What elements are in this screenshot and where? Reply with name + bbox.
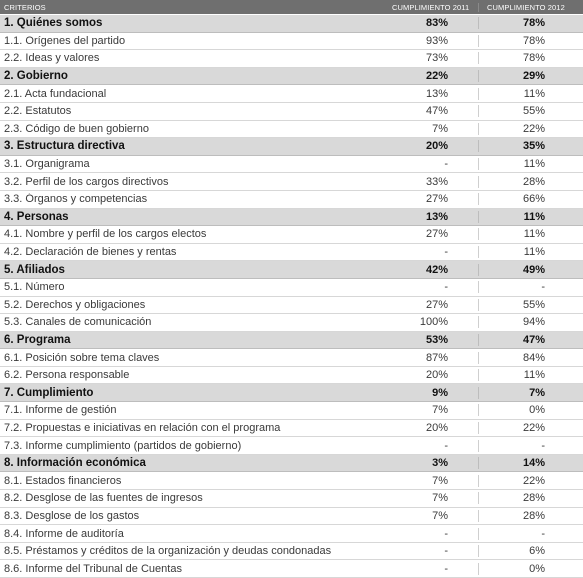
cumplimiento-2011-value: 13%: [425, 87, 448, 100]
cumplimiento-2011-value: 93%: [425, 34, 448, 47]
cumplimiento-2012-value: 35%: [478, 140, 583, 152]
table-row: [0, 33, 583, 51]
criterion-label: 2.1. Acta fundacional: [4, 87, 107, 100]
cumplimiento-2012-value: 29%: [478, 70, 583, 82]
criterion-label: 5.3. Canales de comunicación: [4, 316, 152, 329]
cumplimiento-2011-value: 42%: [425, 263, 448, 276]
section-label: 7. Cumplimiento: [4, 386, 94, 399]
criterion-label: 8.6. Informe del Tribunal de Cuentas: [4, 562, 182, 575]
cumplimiento-2011-value: 27%: [425, 298, 448, 311]
section-label: 6. Programa: [4, 333, 71, 346]
section-label: 2. Gobierno: [4, 70, 68, 83]
table-row: [0, 226, 583, 244]
criterion-label: 2.2. Estatutos: [4, 105, 72, 118]
table-row: [0, 367, 583, 385]
table-row: [0, 508, 583, 526]
cumplimiento-2012-value: -: [478, 528, 583, 540]
criterion-label: 3.3. Órganos y competencias: [4, 193, 148, 206]
cumplimiento-2012-value: 55%: [478, 105, 583, 117]
header-cumplimiento-2011: CUMPLIMIENTO 2011: [392, 2, 470, 12]
table-row: [0, 349, 583, 367]
cumplimiento-2012-value: 78%: [478, 52, 583, 64]
cumplimiento-2012-value: 28%: [478, 492, 583, 504]
table-row: [0, 103, 583, 121]
criterion-label: 8.5. Préstamos y créditos de la organización y deudas condonadas: [4, 545, 332, 558]
cumplimiento-2011-value: 3%: [432, 457, 448, 470]
criterion-label: 2.2. Ideas y valores: [4, 52, 100, 65]
table-row: [0, 437, 583, 455]
criterion-label: 6.2. Persona responsable: [4, 369, 130, 382]
criterion-label: 8.1. Estados financieros: [4, 474, 122, 487]
cumplimiento-2011-value: 73%: [425, 52, 448, 65]
cumplimiento-2011-value: -: [444, 246, 448, 259]
section-row: [0, 261, 583, 279]
cumplimiento-2012-value: 78%: [478, 35, 583, 47]
criterion-label: 8.2. Desglose de las fuentes de ingresos: [4, 492, 203, 505]
cumplimiento-2012-value: 0%: [478, 563, 583, 575]
cumplimiento-2011-value: -: [444, 439, 448, 452]
cumplimiento-2011-value: 87%: [425, 351, 448, 364]
cumplimiento-2012-value: 94%: [478, 316, 583, 328]
section-row: [0, 68, 583, 86]
cumplimiento-2011-value: 27%: [425, 193, 448, 206]
section-label: 8. Información económica: [4, 457, 146, 470]
table-row: [0, 244, 583, 262]
cumplimiento-2012-value: 11%: [478, 369, 583, 381]
cumplimiento-2012-value: 84%: [478, 352, 583, 364]
cumplimiento-2011-value: 20%: [425, 421, 448, 434]
table-row: [0, 314, 583, 332]
table-row: [0, 191, 583, 209]
cumplimiento-2011-value: 100%: [419, 316, 448, 329]
cumplimiento-2011-value: 7%: [432, 404, 448, 417]
criterion-label: 4.2. Declaración de bienes y rentas: [4, 246, 177, 259]
cumplimiento-2012-value: 6%: [478, 545, 583, 557]
cumplimiento-2012-value: -: [478, 281, 583, 293]
table-row: [0, 420, 583, 438]
cumplimiento-2011-value: 7%: [432, 509, 448, 522]
cumplimiento-2011-value: -: [444, 545, 448, 558]
cumplimiento-2012-value: 47%: [478, 334, 583, 346]
cumplimiento-2012-value: 0%: [478, 404, 583, 416]
cumplimiento-2011-value: 20%: [425, 140, 448, 153]
cumplimiento-2012-value: 11%: [478, 246, 583, 258]
cumplimiento-2012-value: 78%: [478, 17, 583, 29]
cumplimiento-2011-value: -: [444, 281, 448, 294]
criterion-label: 7.1. Informe de gestión: [4, 404, 117, 417]
table-row: [0, 560, 583, 578]
criterion-label: 7.3. Informe cumplimiento (partidos de gobierno): [4, 439, 242, 452]
cumplimiento-2012-value: 28%: [478, 510, 583, 522]
cumplimiento-2012-value: 22%: [478, 475, 583, 487]
table-row: [0, 279, 583, 297]
table-row: [0, 490, 583, 508]
section-label: 4. Personas: [4, 210, 69, 223]
cumplimiento-2012-value: 22%: [478, 422, 583, 434]
section-label: 5. Afiliados: [4, 263, 65, 276]
cumplimiento-2012-value: 28%: [478, 176, 583, 188]
section-row: [0, 138, 583, 156]
criterion-label: 3.2. Perfil de los cargos directivos: [4, 175, 169, 188]
cumplimiento-2011-value: 22%: [425, 70, 448, 83]
table-row: [0, 472, 583, 490]
cumplimiento-2012-value: 11%: [478, 88, 583, 100]
cumplimiento-2011-value: 33%: [425, 175, 448, 188]
table-row: [0, 525, 583, 543]
section-label: 3. Estructura directiva: [4, 140, 125, 153]
section-row: [0, 332, 583, 350]
table-row: [0, 402, 583, 420]
cumplimiento-2011-value: 47%: [425, 105, 448, 118]
criterion-label: 8.4. Informe de auditoría: [4, 527, 124, 540]
cumplimiento-2012-value: 22%: [478, 123, 583, 135]
cumplimiento-2012-value: 55%: [478, 299, 583, 311]
cumplimiento-2011-value: 83%: [425, 17, 448, 30]
criterion-label: 5.2. Derechos y obligaciones: [4, 298, 146, 311]
cumplimiento-2011-value: 13%: [425, 210, 448, 223]
cumplimiento-2011-value: -: [444, 158, 448, 171]
cumplimiento-2011-value: 53%: [425, 333, 448, 346]
header-cumplimiento-2012: CUMPLIMIENTO 2012: [478, 3, 583, 12]
criterion-label: 8.3. Desglose de los gastos: [4, 509, 140, 522]
table-row: [0, 543, 583, 561]
table-row: [0, 85, 583, 103]
cumplimiento-2011-value: -: [444, 562, 448, 575]
table-body: [0, 15, 583, 578]
table-header: [0, 0, 583, 15]
criterion-label: 2.3. Código de buen gobierno: [4, 122, 149, 135]
section-row: [0, 384, 583, 402]
cumplimiento-2012-value: -: [478, 440, 583, 452]
cumplimiento-2012-value: 11%: [478, 228, 583, 240]
section-row: [0, 15, 583, 33]
table-row: [0, 50, 583, 68]
cumplimiento-2012-value: 49%: [478, 264, 583, 276]
cumplimiento-2011-value: 7%: [432, 492, 448, 505]
cumplimiento-2012-value: 11%: [478, 158, 583, 170]
cumplimiento-2012-value: 14%: [478, 457, 583, 469]
table-row: [0, 156, 583, 174]
table-row: [0, 173, 583, 191]
section-row: [0, 455, 583, 473]
criterion-label: 3.1. Organigrama: [4, 158, 90, 171]
cumplimiento-2011-value: 7%: [432, 122, 448, 135]
section-label: 1. Quiénes somos: [4, 17, 103, 30]
cumplimiento-2012-value: 11%: [478, 211, 583, 223]
table-row: [0, 297, 583, 315]
section-row: [0, 209, 583, 227]
criterion-label: 7.2. Propuestas e iniciativas en relación con el programa: [4, 421, 281, 434]
cumplimiento-2011-value: -: [444, 527, 448, 540]
criterion-label: 5.1. Número: [4, 281, 65, 294]
table-row: [0, 121, 583, 139]
cumplimiento-2011-value: 7%: [432, 474, 448, 487]
cumplimiento-2012-value: 66%: [478, 193, 583, 205]
cumplimiento-2012-value: 7%: [478, 387, 583, 399]
criterion-label: 1.1. Orígenes del partido: [4, 34, 126, 47]
cumplimiento-2011-value: 20%: [425, 369, 448, 382]
cumplimiento-2011-value: 27%: [425, 228, 448, 241]
cumplimiento-2011-value: 9%: [432, 386, 448, 399]
criterion-label: 4.1. Nombre y perfil de los cargos electos: [4, 228, 207, 241]
criterion-label: 6.1. Posición sobre tema claves: [4, 351, 160, 364]
header-criterios: CRITERIOS: [4, 2, 46, 12]
